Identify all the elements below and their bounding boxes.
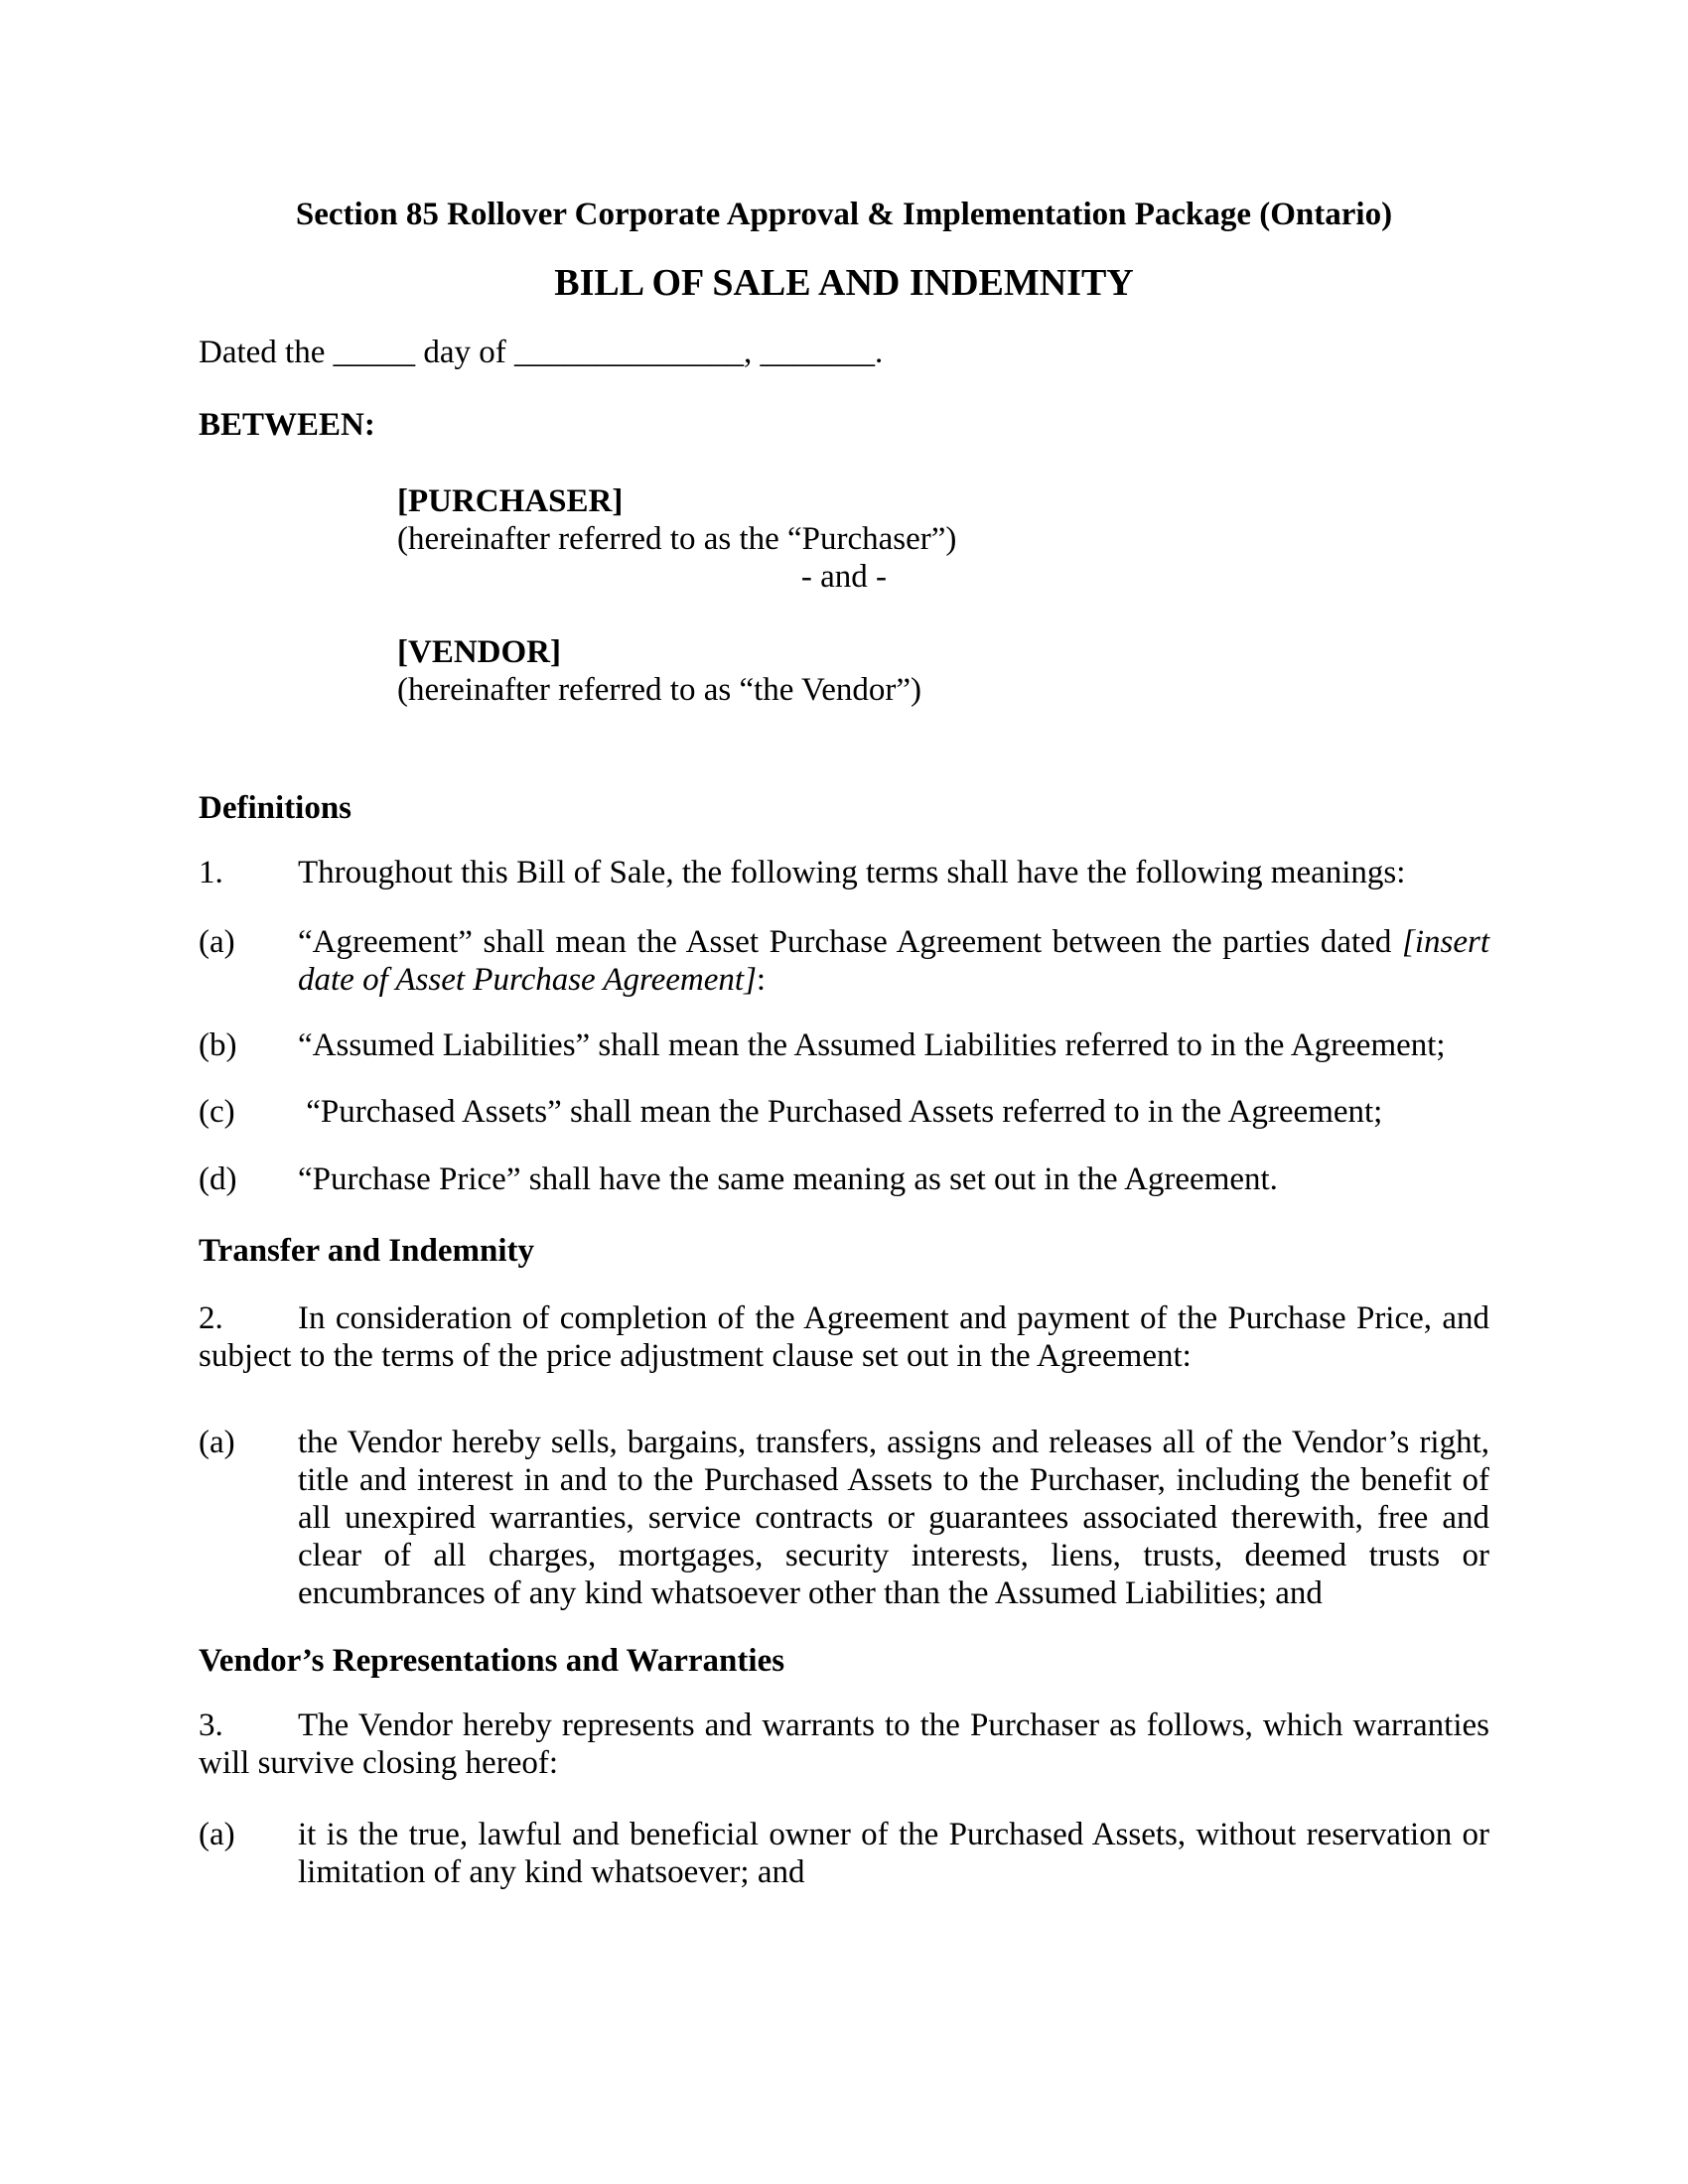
item-label: (d): [199, 1161, 237, 1197]
between-label: BETWEEN:: [199, 407, 375, 443]
vendor-name: [VENDOR]: [397, 634, 561, 670]
item-label: (c): [199, 1094, 235, 1130]
item-text: “Agreement” shall mean the Asset Purchase Agreement between the parties dated: [298, 924, 1402, 960]
paragraph-number: 1.: [199, 855, 223, 890]
transfer-item-a: [199, 1424, 1489, 1612]
vendor-block: [199, 633, 1489, 709]
item-text-italic: [insert date of Asset Purchase Agreement]: [298, 924, 1489, 998]
item-label: (a): [199, 924, 235, 960]
item-label: (a): [199, 1425, 235, 1460]
definitions-intro-paragraph: [199, 854, 1489, 891]
parties-separator: - and -: [800, 559, 888, 595]
transfer-heading: Transfer and Indemnity: [199, 1233, 534, 1269]
paragraph-text: The Vendor hereby represents and warrants to the Purchaser as follows, which warranties will survive closing hereof:: [199, 1707, 1489, 1781]
document-title: BILL OF SALE AND INDEMNITY: [554, 262, 1134, 304]
vendor-alias: (hereinafter referred to as “the Vendor”): [397, 672, 921, 708]
transfer-intro-paragraph: [199, 1299, 1489, 1375]
definition-item-c: [199, 1093, 1489, 1131]
paragraph-number: 3.: [199, 1707, 223, 1743]
purchaser-name: [PURCHASER]: [397, 483, 624, 519]
warranties-heading: Vendor’s Representations and Warranties: [199, 1643, 785, 1679]
definition-item-b: [199, 1026, 1489, 1064]
item-text-suffix: :: [756, 962, 767, 998]
paragraph-text: Throughout this Bill of Sale, the following terms shall have the following meanings:: [298, 855, 1406, 890]
definition-item-a: [199, 923, 1489, 999]
item-text: “Purchased Assets” shall mean the Purchased Assets referred to in the Agreement;: [298, 1094, 1383, 1130]
paragraph-number: 2.: [199, 1300, 223, 1336]
warranties-intro-paragraph: [199, 1706, 1489, 1782]
item-text: “Assumed Liabilities” shall mean the Assumed Liabilities referred to in the Agreement;: [298, 1027, 1446, 1063]
definitions-heading: Definitions: [199, 790, 352, 826]
item-label: (a): [199, 1817, 235, 1852]
paragraph-text: In consideration of completion of the Agreement and payment of the Purchase Price, and subject to the terms of the price adjustment clause set out in the Agreement:: [199, 1300, 1489, 1374]
purchaser-alias: (hereinafter referred to as the “Purchaser”): [397, 521, 957, 557]
item-label: (b): [199, 1027, 237, 1063]
item-text: the Vendor hereby sells, bargains, transfers, assigns and releases all of the Vendor’s right, title and interest in and to the Purchased Assets to the Purchaser, including the benefit of all unexpired warranties, service contracts or guarantees associated therewith, free and clear of all charges, mortgages, security interests, liens, trusts, deemed trusts or encumbrances of any kind whatsoever other than the Assumed Liabilities; and: [298, 1425, 1489, 1611]
document-content: [199, 0, 1489, 1891]
warranties-item-a: [199, 1816, 1489, 1891]
package-title: Section 85 Rollover Corporate Approval & Implementation Package (Ontario): [295, 197, 1393, 232]
purchaser-block: [199, 482, 1489, 558]
date-line: Dated the _____ day of ______________, _______.: [199, 335, 884, 370]
definition-item-d: [199, 1160, 1489, 1198]
item-text: it is the true, lawful and beneficial owner of the Purchased Assets, without reservation or limitation of any kind whatsoever; and: [298, 1817, 1489, 1890]
item-text: “Purchase Price” shall have the same meaning as set out in the Agreement.: [298, 1161, 1278, 1197]
